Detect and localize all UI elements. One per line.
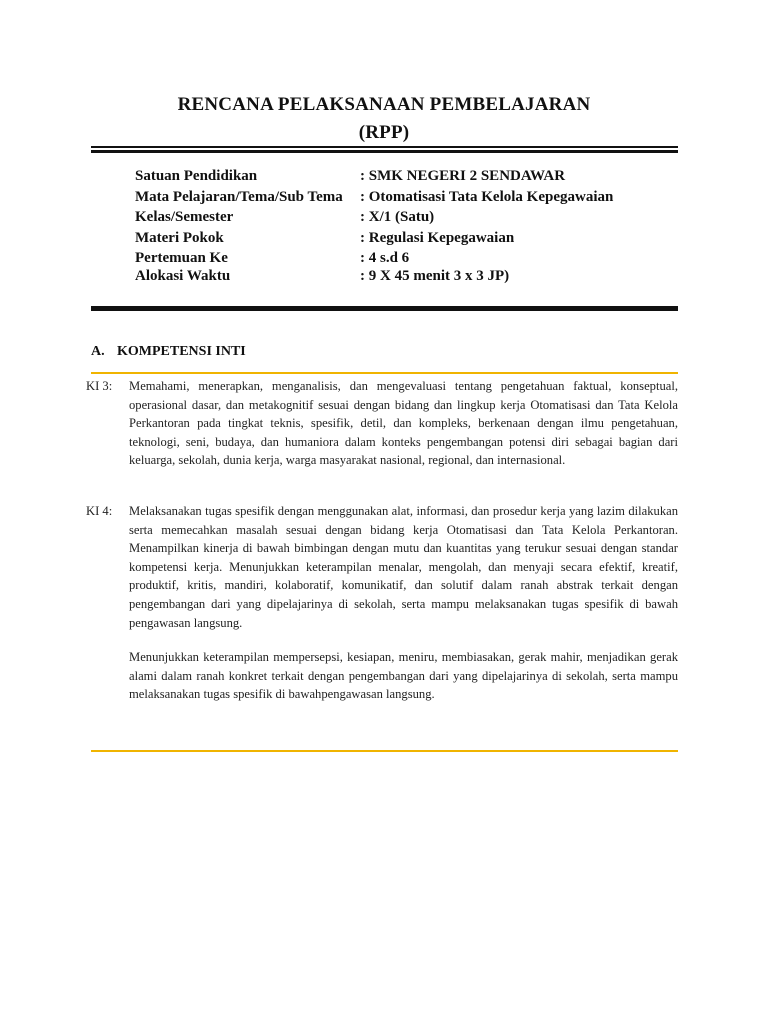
info-value: : Otomatisasi Tata Kelola Kepegawaian: [360, 189, 614, 205]
ki3-text-content: Memahami, menerapkan, menganalisis, dan mengevaluasi tentang pengetahuan faktual, konseptual, operasional dasar, dan metakognitif sesuai dengan bidang dan lingkup kerja Otomatisasi dan Tata Kelola Perkantoran pada tingkat teknis, spesifik, detil, dan kompleks, berkenaan dengan ilmu pengetahuan, teknologi, seni, budaya, dan humaniora dalam konteks pengembangan potensi diri sebagai bagian dari keluarga, sekolah, dunia kerja, warga masyarakat nasional, regional, dan internasional.: [129, 379, 678, 468]
ki4-block: [86, 502, 678, 632]
header-divider-thick: [91, 150, 678, 153]
info-label: Kelas/Semester: [135, 209, 234, 225]
ki4-text: [86, 502, 678, 632]
info-row-satuan: [135, 168, 565, 185]
info-row-kelas: [135, 209, 434, 226]
ki4-label: KI 4:: [86, 504, 113, 518]
section-divider-bottom: [91, 750, 678, 752]
info-label: Pertemuan Ke: [135, 250, 228, 266]
document-subtitle: (RPP): [358, 122, 410, 143]
section-divider-top: [91, 372, 678, 374]
ki4-paragraph-2: Menunjukkan keterampilan mempersepsi, kesiapan, meniru, membiasakan, gerak mahir, menjadikan gerak alami dalam ranah konkret terkait dengan pengembangan dari yang dipelajarinya di sekolah, serta mampu melaksanakan tugas spesifik di bawahpengawasan langsung.: [129, 650, 678, 702]
section-title: KOMPETENSI INTI: [117, 344, 246, 359]
info-value: : Regulasi Kepegawaian: [360, 230, 515, 246]
ki3-block: [86, 377, 678, 470]
header-divider-thin: [91, 146, 678, 148]
ki3-label: KI 3:: [86, 379, 113, 393]
info-row-materi: [135, 230, 514, 247]
info-value: : SMK NEGERI 2 SENDAWAR: [360, 168, 566, 184]
info-label: Satuan Pendidikan: [135, 168, 258, 184]
info-label: Mata Pelajaran/Tema/Sub Tema: [135, 189, 343, 205]
ki3-text: [86, 377, 678, 470]
info-label: Alokasi Waktu: [135, 268, 231, 284]
section-number: A.: [91, 344, 105, 359]
info-row-mapel: [135, 189, 613, 206]
info-label: Materi Pokok: [135, 230, 224, 246]
info-value: : 9 X 45 menit 3 x 3 JP): [360, 268, 510, 284]
info-row-pertemuan: [135, 250, 409, 267]
info-value: : X/1 (Satu): [360, 209, 435, 225]
ki4-text-content: Melaksanakan tugas spesifik dengan menggunakan alat, informasi, dan prosedur kerja yang lazim dilakukan serta memecahkan masalah sesuai dengan bidang kerja Otomatisasi dan Tata Kelola Perkantoran. Menampilkan kinerja di bawah bimbingan dengan mutu dan kuantitas yang terukur sesuai dengan standar kompetensi kerja. Menunjukkan keterampilan menalar, mengolah, dan menyaji secara efektif, kreatif, produktif, kritis, mandiri, kolaboratif, komunikatif, dan solutif dalam ranah abstrak terkait dengan pengembangan dari yang dipelajarinya di sekolah, serta mampu melaksanakan tugas spesifik di bawah pengawasan langsung.: [129, 504, 678, 630]
info-divider: [91, 306, 678, 311]
info-value: : 4 s.d 6: [360, 250, 410, 266]
section-heading-a: [91, 344, 246, 360]
info-row-alokasi: [135, 268, 509, 285]
document-title: RENCANA PELAKSANAAN PEMBELAJARAN: [177, 94, 591, 115]
